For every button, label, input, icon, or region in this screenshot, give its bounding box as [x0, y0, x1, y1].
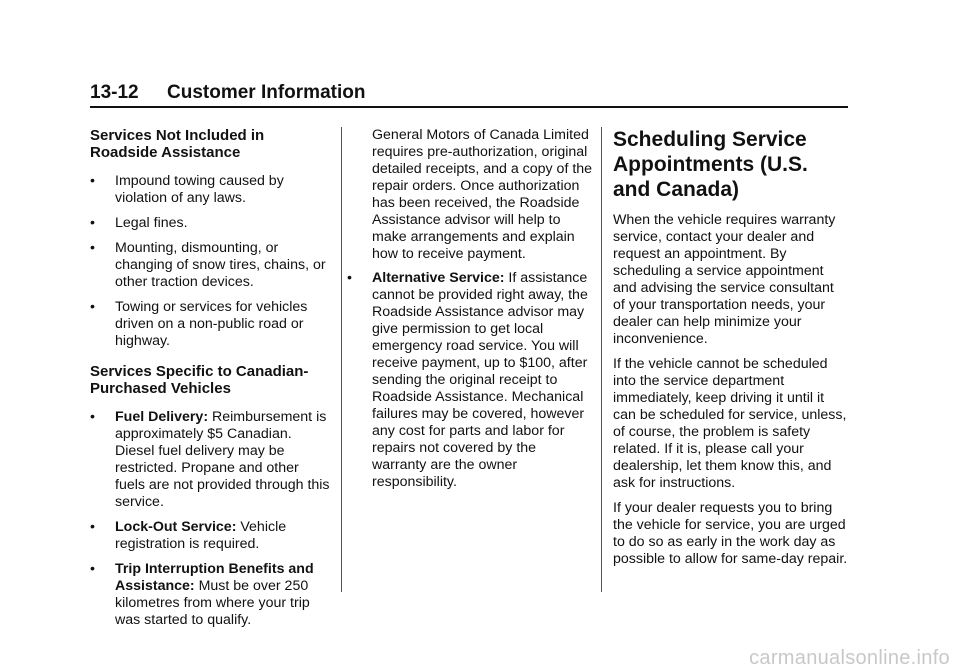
list-item: • Trip Interruption Benefits and Assistance: Must be over 250 kilometres from where your trip was started to qualify. [90, 561, 314, 628]
bullet-icon: • [90, 215, 95, 231]
canadian-services-list [90, 409, 330, 629]
bullet-icon: • [90, 240, 95, 256]
not-included-list [90, 173, 330, 350]
column-divider-1 [341, 127, 342, 592]
list-item: • Legal fines. [90, 215, 188, 231]
column-divider-2 [601, 127, 602, 592]
list-item: • Fuel Delivery: Reimbursement is approximately $5 Canadian. Diesel fuel delivery may be restricted. Propane and other fuels are not provided through this service. [90, 409, 330, 510]
list-item: • Impound towing caused by violation of any laws. [90, 173, 284, 206]
paragraph: When the vehicle requires warranty service, contact your dealer and request an appointment. By scheduling a service appointment and advising the service consultant of your transportation needs, your dealer can help minimize your inconvenience. [613, 212, 836, 347]
continuation-paragraph: General Motors of Canada Limited requires pre-authorization, original detailed receipts, and a copy of the repair orders. Once authorization has been received, the Roadside Assistance advisor will help to make arrangements and explain how to receive payment. [372, 127, 593, 262]
list-item: • Alternative Service: If assistance cannot be provided right away, the Roadside Assistance advisor may give permission to get local emergency road service. You will receive payment, up to $100, after sending the original receipt to Roadside Assistance. Mechanical failures may be covered, however any cost for parts and labor for repairs not covered by the warranty are the owner responsibility. [347, 270, 588, 490]
column-3 [613, 127, 849, 576]
header-rule [90, 106, 848, 108]
list-item: • Towing or services for vehicles driven on a non-public road or highway. [90, 299, 308, 349]
bullet-icon: • [90, 409, 95, 425]
heading-scheduling-appointments: Scheduling Service Appointments (U.S. and Canada) [613, 128, 808, 201]
paragraph: If the vehicle cannot be scheduled into the service department immediately, keep driving it until it can be scheduled for service, unless, of course, the problem is safety related. If it is, please call your dealership, let them know this, and ask for instructions. [613, 356, 847, 491]
bullet-icon: • [90, 299, 95, 315]
heading-canadian-services: Services Specific to Canadian-Purchased Vehicles [90, 363, 309, 397]
bullet-icon: • [90, 519, 95, 535]
list-item: • Mounting, dismounting, or changing of snow tires, chains, or other traction devices. [90, 240, 326, 290]
list-item: • Lock-Out Service: Vehicle registration is required. [90, 519, 287, 552]
bullet-icon: • [90, 561, 95, 577]
column-2 [347, 127, 594, 499]
watermark: carmanualsonline.info [749, 647, 950, 669]
heading-services-not-included: Services Not Included in Roadside Assistance [90, 127, 265, 161]
column-1 [90, 127, 330, 637]
paragraph: If your dealer requests you to bring the vehicle for service, you are urged to do so as early in the work day as possible to allow for same-day repair. [613, 500, 848, 567]
page-header [90, 80, 848, 108]
page-number: 13-12 [90, 82, 139, 103]
bullet-icon: • [347, 270, 352, 286]
bullet-icon: • [90, 173, 95, 189]
alternative-service-list [347, 270, 594, 491]
section-title: Customer Information [167, 82, 366, 103]
